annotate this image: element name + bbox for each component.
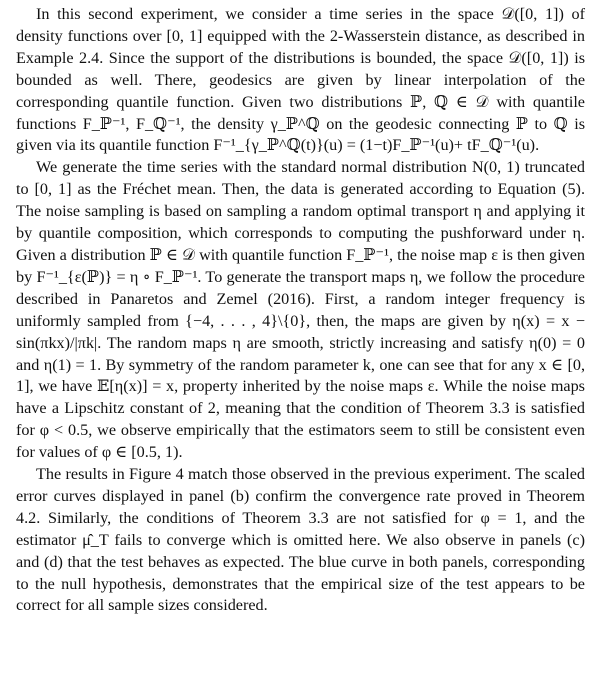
paragraph-time-series-generation: We generate the time series with the standard normal distribution N(0, 1) truncated to [0, 1] as the Fréchet mean. Then, the data is generated according to Equation (5). The noise sampling is based on sampling a random optimal transport η and applying it by quantile composition, which corresponds to computing the pushforward under η. Given a distribution ℙ ∈ 𝒟 with quantile function F_ℙ⁻¹, the noise map ε is then given by F⁻¹_{ε(ℙ)} = η ∘ F_ℙ⁻¹. To generate the transport maps η, we follow the procedure described in Panaretos and Zemel (2016). First, a random integer frequency is uniformly sampled from {−4, . . . , 4}\{0}, then, the maps are given by η(x) = x − sin(πkx)/|πk|. The random maps η are smooth, strictly increasing and satisfy η(0) = 0 and η(1) = 1. By symmetry of the random parameter k, one can see that for any x ∈ [0, 1], we have 𝔼[η(x)] = x, property inherited by the noise maps ε. While the noise maps have a Lipschitz constant of 2, meaning that the condition of Theorem 3.3 is satisfied for φ < 0.5, we observe empirically that the estimators seem to still be consistent even for values of φ ∈ [0.5, 1). bbox=[16, 158, 585, 462]
paragraph-results: The results in Figure 4 match those observed in the previous experiment. The scaled error curves displayed in panel (b) confirm the convergence rate proved in Theorem 4.2. Similarly, the conditions of Theorem 3.3 are not satisfied for φ = 1, and the estimator μ̂_T fails to converge which is omitted here. We also observe in panels (c) and (d) that the test behaves as expected. The blue curve in both panels, corresponding to the null hypothesis, demonstrates that the empirical size of the test appears to be correct for all sample sizes considered. bbox=[16, 465, 585, 615]
paragraph-second-experiment: In this second experiment, we consider a time series in the space 𝒟([0, 1]) of density functions over [0, 1] equipped with the 2-Wasserstein distance, as described in Example 2.4. Since the support of the distributions is bounded, the space 𝒟([0, 1]) is bounded as well. There, geodesics are given by linear interpolation of the corresponding quantile function. Given two distributions ℙ, ℚ ∈ 𝒟 with quantile functions F_ℙ⁻¹, F_ℚ⁻¹, the density γ_ℙ^ℚ on the geodesic connecting ℙ to ℚ is given via its quantile function F⁻¹_{γ_ℙ^ℚ(t)}(u) = (1−t)F_ℙ⁻¹(u)+ tF_ℚ⁻¹(u). bbox=[16, 5, 585, 155]
